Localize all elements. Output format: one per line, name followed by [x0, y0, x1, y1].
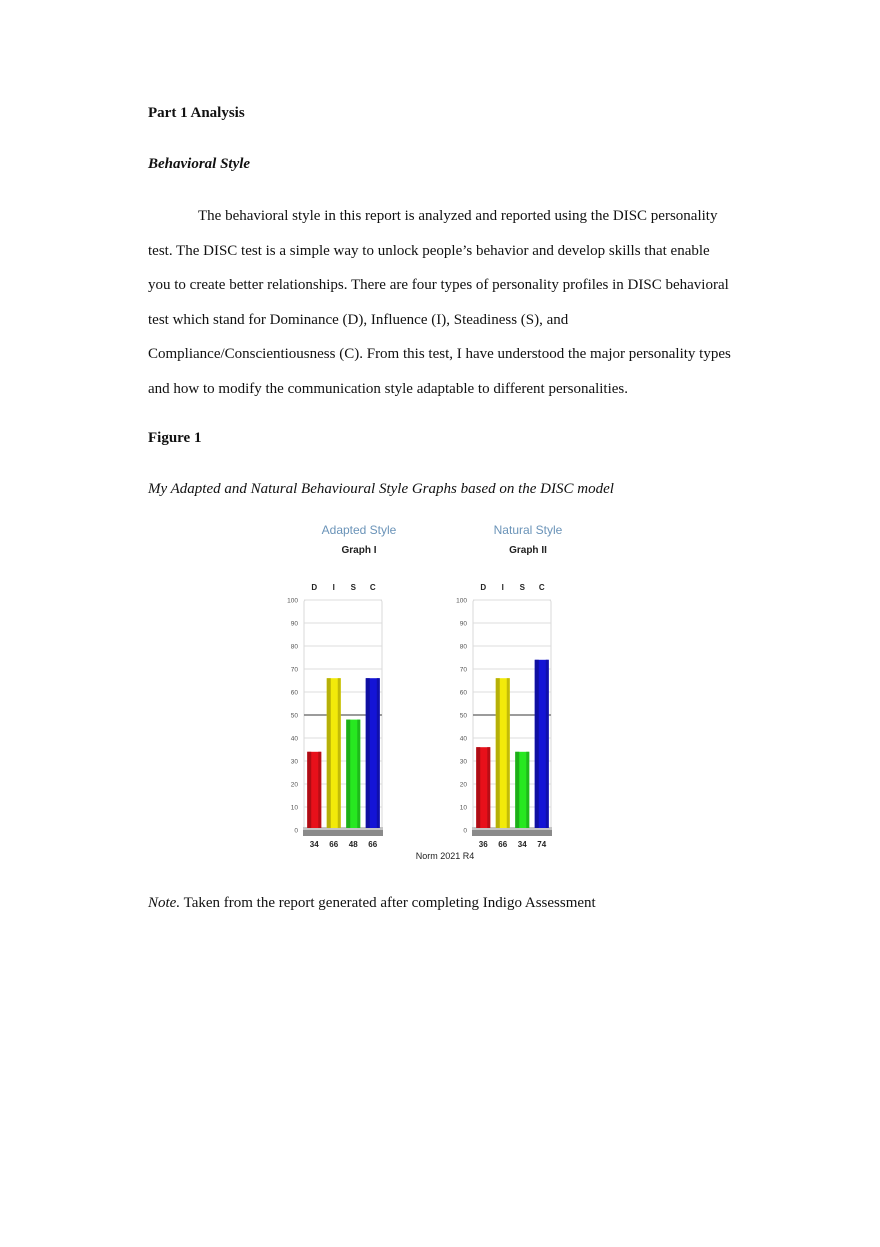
category-label-s: S [350, 583, 356, 592]
y-tick-label: 30 [459, 758, 467, 766]
bar-shade-left [476, 747, 480, 828]
bar-shade-right [338, 678, 341, 828]
norm-label: Norm 2021 R4 [415, 851, 475, 861]
paragraph-line: test which stand for Dominance (D), Influence (I), Steadiness (S), and [148, 311, 569, 328]
bar-s [515, 752, 529, 828]
natural-style-chart [441, 575, 561, 855]
y-tick-label: 90 [459, 620, 467, 628]
value-label-s: 48 [348, 840, 358, 849]
bar-shade-right [546, 660, 549, 828]
value-label-c: 74 [537, 840, 547, 849]
value-label-s: 34 [517, 840, 527, 849]
y-tick-label: 90 [290, 620, 298, 628]
value-label-i: 66 [329, 840, 339, 849]
y-tick-label: 10 [290, 804, 298, 812]
y-tick-label: 40 [290, 735, 298, 743]
y-tick-label: 20 [459, 781, 467, 789]
chart-title-natural: Natural Style [493, 523, 563, 537]
figure-caption: My Adapted and Natural Behavioural Style Graphs based on the DISC model [148, 481, 614, 497]
bar-shade-left [307, 752, 311, 828]
bar-shade-right [487, 747, 490, 828]
y-tick-label: 40 [459, 735, 467, 743]
y-tick-label: 70 [290, 666, 298, 674]
y-tick-label: 100 [287, 597, 298, 605]
bar-shade-right [526, 752, 529, 828]
note-label: Note. [148, 895, 181, 911]
bar-shade-right [357, 720, 360, 828]
bar-shade-left [346, 720, 350, 828]
paragraph-line: Compliance/Conscientiousness (C). From this test, I have understood the major personality types [148, 346, 731, 363]
chart-subtitle-adapted: Graph I [341, 545, 377, 556]
category-label-c: C [369, 583, 376, 592]
body-paragraph [148, 206, 748, 414]
paragraph-line: you to create better relationships. There are four types of personality profiles in DISC behavioral [148, 277, 729, 294]
bar-shade-left [515, 752, 519, 828]
y-tick-label: 80 [290, 643, 298, 651]
bar-shade-left [535, 660, 539, 828]
paragraph-line: and how to modify the communication style adaptable to different personalities. [148, 380, 629, 397]
bar-shade-right [318, 752, 321, 828]
paragraph-line: test. The DISC test is a simple way to unlock people’s behavior and develop skills that enable [148, 242, 710, 259]
y-tick-label: 50 [459, 712, 467, 720]
bar-shade-left [366, 678, 370, 828]
y-tick-label: 60 [459, 689, 467, 697]
base-platform [303, 829, 383, 836]
bar-shade-left [327, 678, 331, 828]
y-tick-label: 0 [463, 827, 467, 835]
bar-i [496, 678, 510, 828]
category-label-d: D [480, 583, 487, 592]
value-label-i: 66 [498, 840, 508, 849]
section-heading: Part 1 Analysis [148, 105, 245, 121]
bar-i [327, 678, 341, 828]
bar-d [476, 747, 490, 828]
bar-shade-right [377, 678, 380, 828]
y-tick-label: 80 [459, 643, 467, 651]
y-tick-label: 50 [290, 712, 298, 720]
figure-note [148, 895, 596, 912]
y-tick-label: 70 [459, 666, 467, 674]
paragraph-line: The behavioral style in this report is analyzed and reported using the DISC personality [198, 208, 718, 224]
note-text: Taken from the report generated after completing Indigo Assessment [180, 895, 596, 911]
bar-shade-left [496, 678, 500, 828]
bar-c [535, 660, 549, 828]
bar-s [346, 720, 360, 828]
chart-subtitle-natural: Graph II [509, 545, 547, 556]
y-tick-label: 100 [456, 597, 467, 605]
base-platform [472, 829, 552, 836]
bar-c [366, 678, 380, 828]
category-label-i: I [332, 583, 335, 592]
y-tick-label: 60 [290, 689, 298, 697]
y-tick-label: 30 [290, 758, 298, 766]
value-label-c: 66 [368, 840, 378, 849]
bar-shade-right [507, 678, 510, 828]
category-label-d: D [311, 583, 318, 592]
bar-d [307, 752, 321, 828]
category-label-i: I [501, 583, 504, 592]
figure-label: Figure 1 [148, 430, 202, 446]
chart-title-adapted: Adapted Style [321, 523, 397, 537]
y-tick-label: 10 [459, 804, 467, 812]
value-label-d: 36 [478, 840, 488, 849]
category-label-s: S [519, 583, 525, 592]
category-label-c: C [538, 583, 545, 592]
section-subheading: Behavioral Style [148, 156, 251, 172]
adapted-style-chart [272, 575, 392, 855]
y-tick-label: 0 [294, 827, 298, 835]
y-tick-label: 20 [290, 781, 298, 789]
value-label-d: 34 [309, 840, 319, 849]
